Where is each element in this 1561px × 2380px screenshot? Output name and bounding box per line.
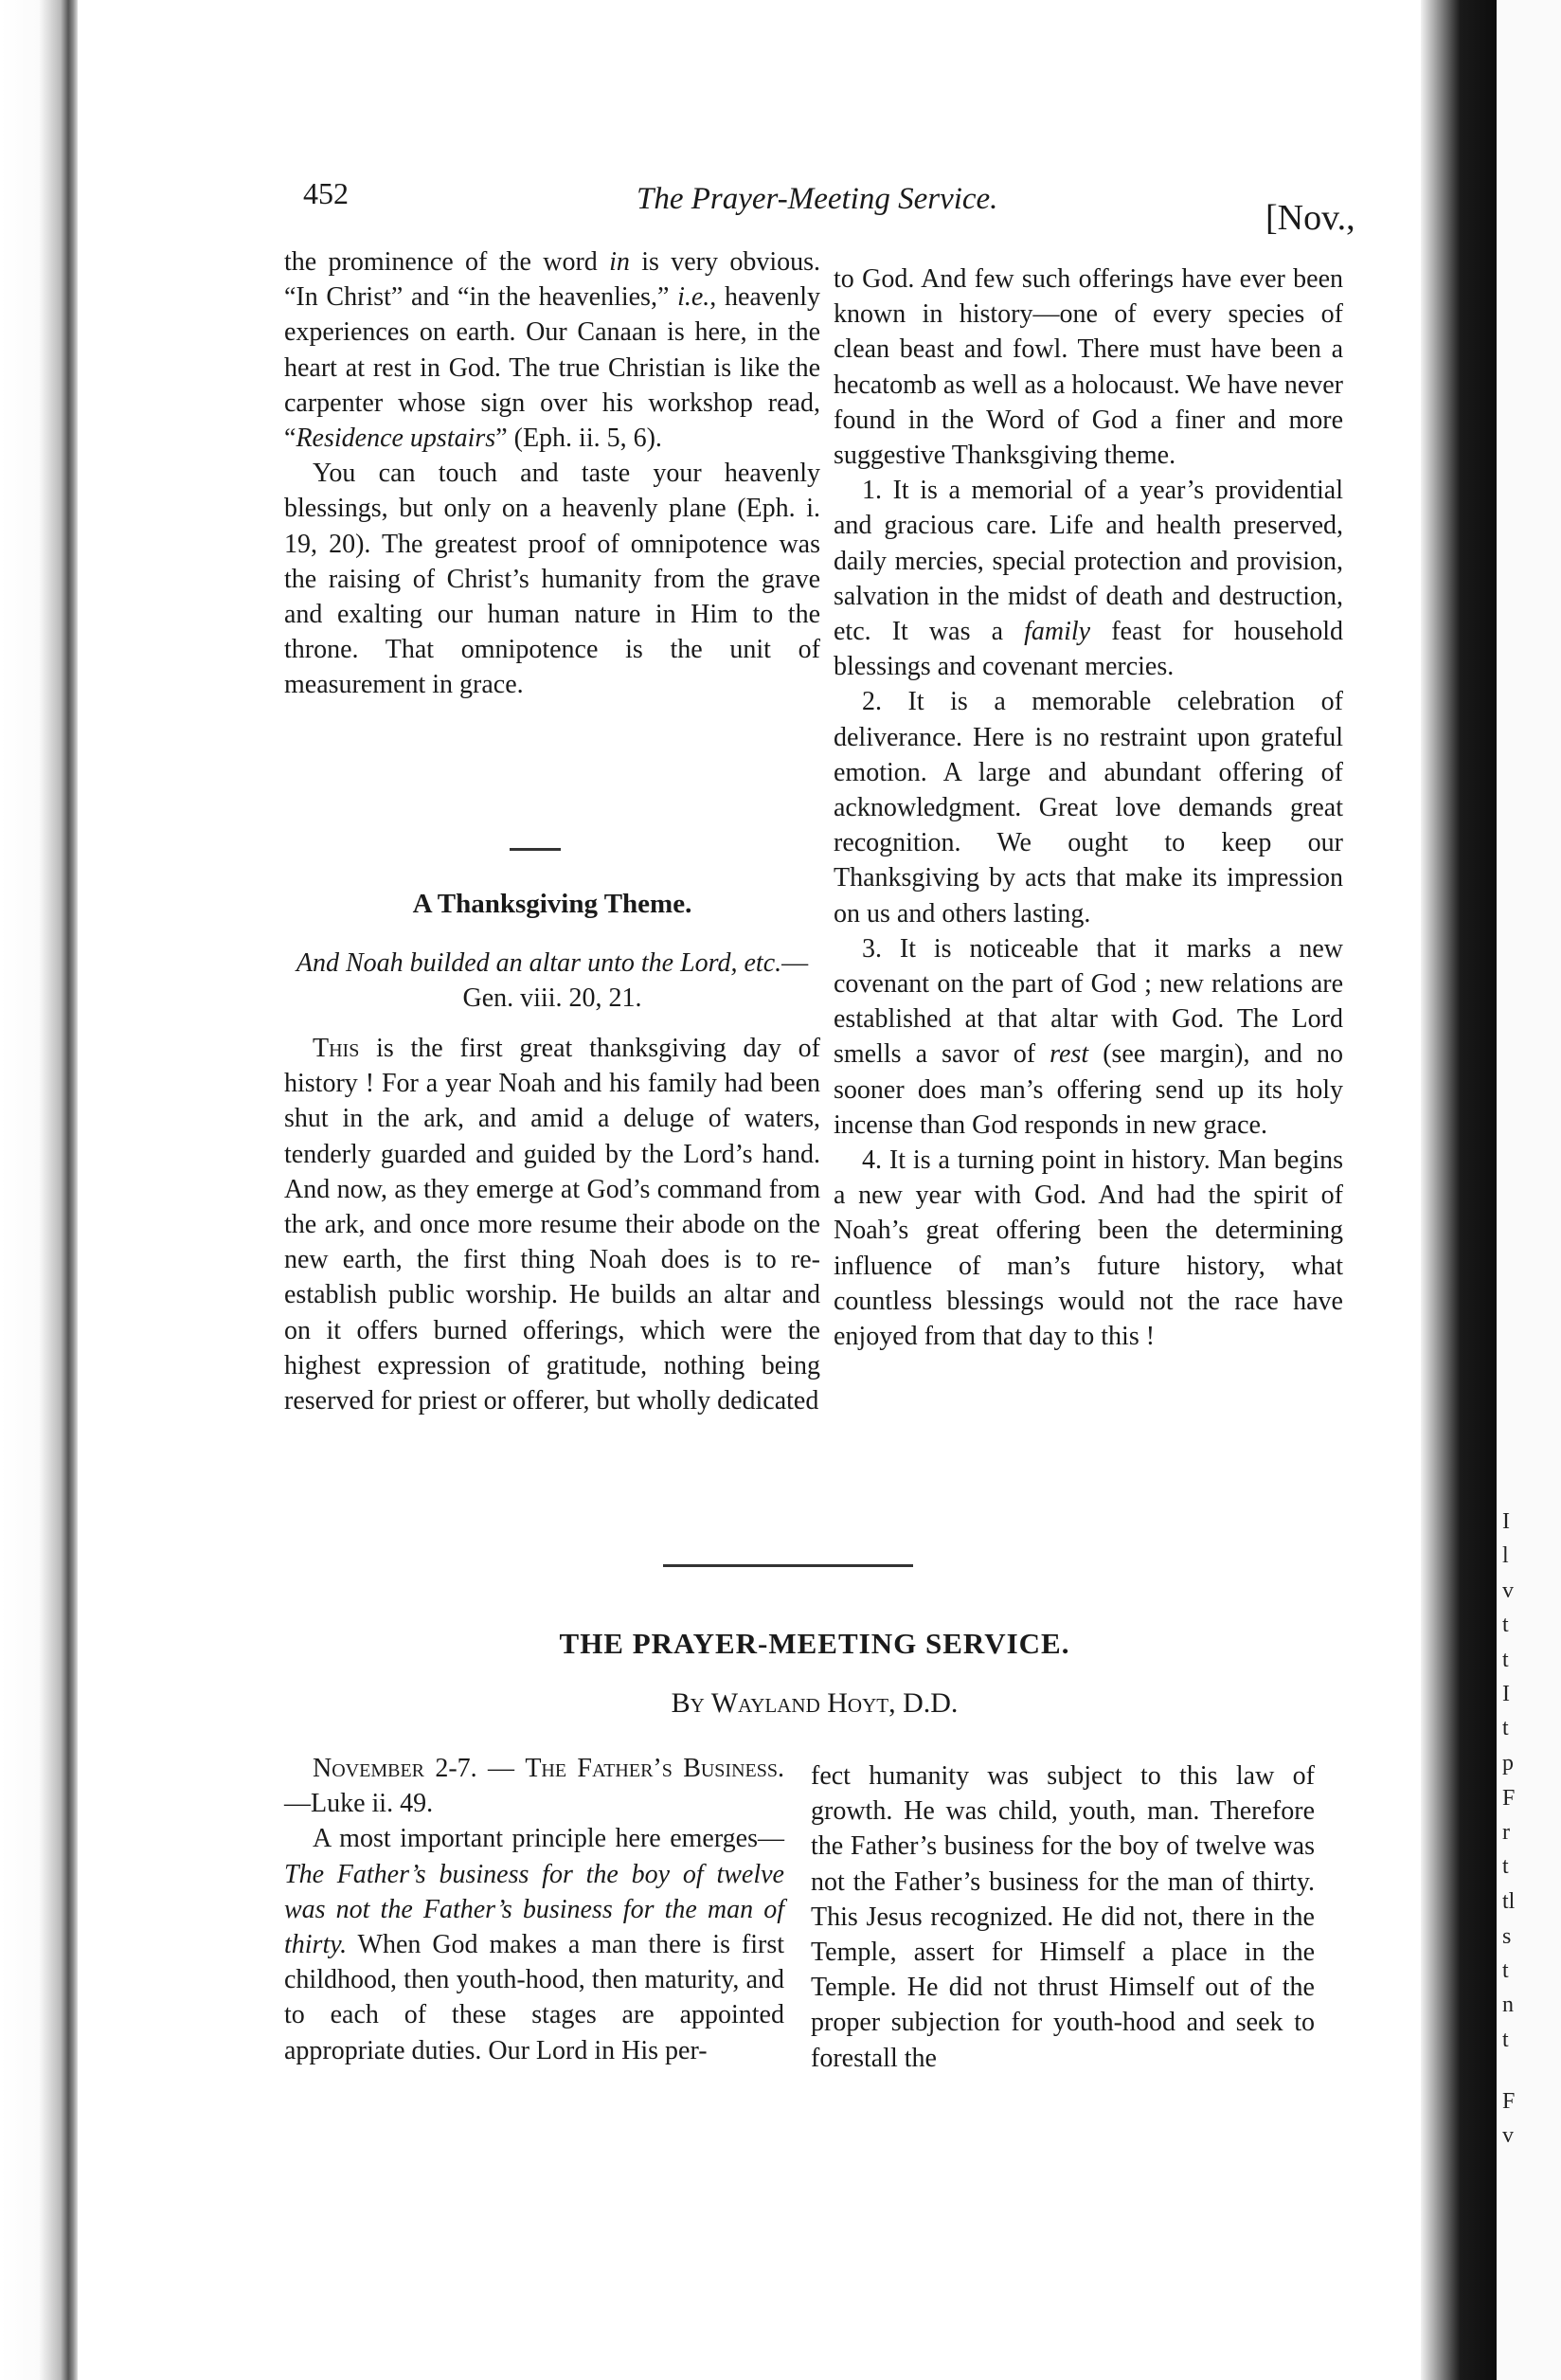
epigraph: And Noah builded an altar unto the Lord, etc.—Gen. viii. 20, 21.: [296, 948, 809, 1013]
paragraph: 1. It is a memorial of a year’s providential and gracious care. Life and health preserved, daily mercies, special protection and provision, salvation in the midst of death and destruction, etc. It was a family feast for household blessings and covenant mercies.: [834, 476, 1344, 682]
next-page-fragment: F: [1502, 2089, 1516, 2114]
next-page-fragment: t: [1502, 1854, 1509, 1879]
section-title: THE PRAYER-MEETING SERVICE.: [559, 1627, 1070, 1660]
next-page-fragment: t: [1502, 1613, 1509, 1637]
next-page-fragment: tl: [1502, 1889, 1516, 1914]
right-column-top: [834, 261, 1343, 1354]
next-page-fragment: p: [1502, 1751, 1514, 1776]
next-page-fragment: t: [1502, 1716, 1509, 1740]
next-page-fragment: t: [1502, 1958, 1509, 1983]
paragraph: This is the first great thanksgiving day of history ! For a year Noah and his family had been shut in the ark, and amid a deluge of waters, tenderly guarded and guided by the Lord’s hand. And now, as they emerge at God’s command from the ark, and once more resume their abode on the new earth, the first thing Noah does is to re-establish public worship. He builds an altar and on it offers burned offerings, which were the highest expression of gratitude, nothing being reserved for priest or offerer, but wholly dedicated: [284, 1034, 820, 1416]
paragraph: 2. It is a memorable celebration of deliverance. Here is no restraint upon grateful emotion. A large and abundant offering of acknowledgment. Great love demands great recognition. We ought to keep our Thanksgiving by acts that make its impression on us and others lasting.: [834, 687, 1343, 929]
running-head: The Prayer-Meeting Service.: [637, 182, 998, 216]
next-page-fragment: s: [1502, 1924, 1512, 1949]
next-page-fragment: I: [1502, 1682, 1510, 1706]
next-page-fragment: v: [1502, 2123, 1514, 2148]
next-page-fragment: r: [1502, 1820, 1510, 1845]
next-page-edge: [1497, 0, 1561, 2380]
left-column-thanksgiving: [284, 1031, 820, 1418]
byline: By Wayland Hoyt, D.D.: [671, 1687, 959, 1719]
next-page-fragment: l: [1502, 1543, 1509, 1568]
paragraph: November 2-7. — The Father’s Business.—Luke ii. 49.: [284, 1754, 784, 1819]
paragraph: the prominence of the word in is very obvious. “In Christ” and “in the heavenlies,” i.e., heavenly experiences on earth. Our Canaan is here, in the heart at rest in God. The true Christian is like the carpenter whose sign over his workshop read, “Residence upstairs” (Eph. ii. 5, 6).: [284, 247, 821, 454]
scan-gutter-right: [1421, 0, 1497, 2380]
scan-binding-edge-left: [0, 0, 78, 2380]
left-column-bottom: [284, 1751, 784, 2068]
paragraph: fect humanity was subject to this law of growth. He was child, youth, man. Therefore the Father’s business for the boy of twelve was not the Father’s business for the man of thirty. This Jesus recognized. He did not, there in the Temple, assert for Himself a place in the Temple. He did not thrust Himself out of the proper subjection for youth-hood and seek to forestall the: [811, 1761, 1315, 2073]
next-page-fragment: t: [1502, 2028, 1509, 2052]
page-number: 452: [303, 176, 349, 210]
next-page-fragment: I: [1502, 1509, 1510, 1534]
month-tag: [Nov.,: [1265, 198, 1355, 238]
page-header: [284, 167, 1364, 238]
next-page-fragment: t: [1502, 1648, 1509, 1672]
next-page-fragment: F: [1502, 1786, 1516, 1811]
paragraph: 4. It is a turning point in history. Man begins a new year with God. And had the spirit of Noah’s great offering been the determining influence of man’s future history, what countless blessings would not the race have enjoyed from that day to this !: [834, 1145, 1343, 1352]
paragraph: A most important principle here emerges—The Father’s business for the boy of twelve was not the Father’s business for the man of thirty. When God makes a man there is first childhood, then youth-hood, then maturity, and to each of these stages are appointed appropriate duties. Our Lord in His per-: [284, 1824, 784, 2065]
paragraph: You can touch and taste your heavenly blessings, but only on a heavenly plane (Eph. i. 19, 20). The greatest proof of omnipotence was the raising of Christ’s humanity from the grave and exalting our human nature in Him to the throne. That omnipotence is the unit of measurement in grace.: [284, 459, 820, 700]
left-column-top: [284, 244, 820, 703]
paragraph: to God. And few such offerings have ever been known in history—one of every species of clean beast and fowl. There must have been a hecatomb as well as a holocaust. We have never found in the Word of God a finer and more suggestive Thanksgiving theme.: [834, 264, 1343, 471]
paragraph: 3. It is noticeable that it marks a new covenant on the part of God ; new relations are established at that altar with God. The Lord smells a savor of rest (see margin), and no sooner does man’s offering send up its holy incense than God responds in new grace.: [834, 933, 1343, 1140]
next-page-fragment: n: [1502, 1992, 1514, 2017]
section-divider: [663, 1564, 913, 1567]
next-page-fragment: v: [1502, 1578, 1514, 1603]
right-column-bottom: [811, 1758, 1315, 2076]
section-title: A Thanksgiving Theme.: [412, 889, 692, 919]
section-divider: [510, 848, 561, 851]
